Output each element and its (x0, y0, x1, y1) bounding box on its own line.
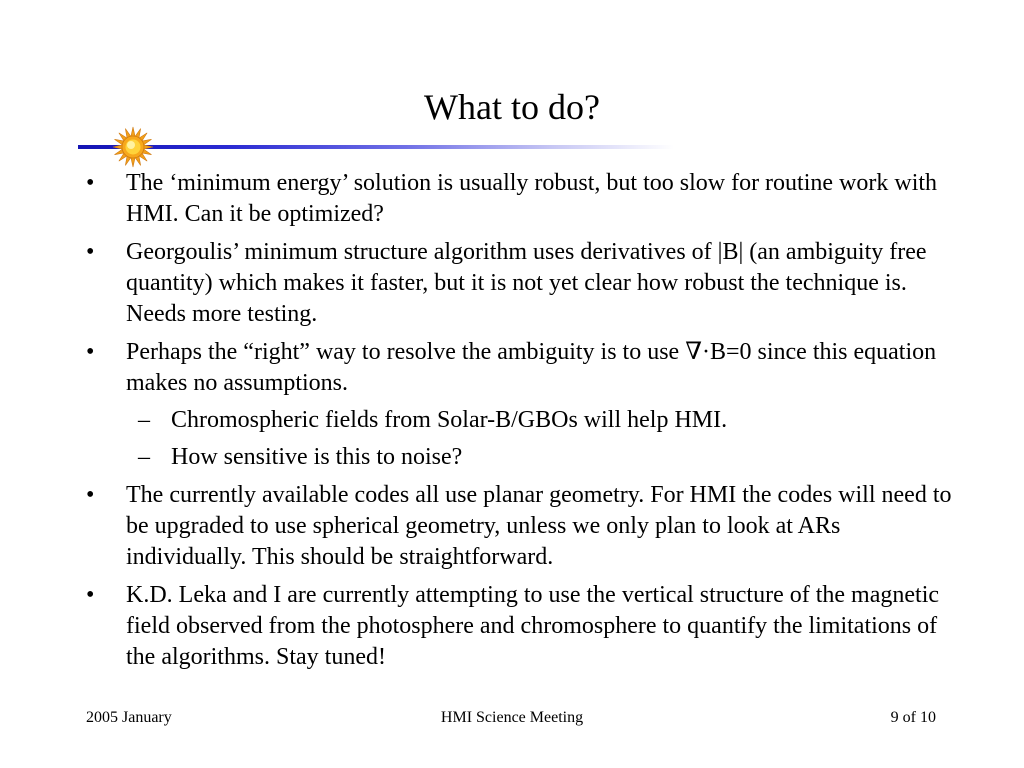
sub-bullet-marker: – (138, 407, 150, 433)
sun-icon (112, 126, 154, 168)
bullet-marker: • (86, 239, 95, 265)
slide-title: What to do? (424, 87, 600, 127)
title-underline-rule (78, 145, 674, 149)
footer-date: 2005 January (86, 709, 172, 726)
bullet-item (86, 168, 952, 230)
bullet-item (86, 337, 952, 473)
bullet-item (86, 580, 952, 673)
footer-event: HMI Science Meeting (440, 709, 584, 726)
bullet-text: Perhaps the “right” way to resolve the ambiguity is to use ∇·B=0 since this equation makes no assumptions. (126, 339, 937, 396)
bullet-text: The ‘minimum energy’ solution is usually robust, but too slow for routine work with HMI. Can it be optimized? (126, 170, 938, 227)
footer-page-number: 9 of 10 (890, 709, 936, 726)
sub-bullet-text: Chromospheric fields from Solar-B/GBOs will help HMI. (171, 407, 728, 433)
bullet-item (86, 237, 952, 330)
bullet-marker: • (86, 582, 95, 608)
sub-bullet-item (126, 405, 952, 436)
bullet-item (86, 480, 952, 573)
sub-bullet-text: How sensitive is this to noise? (171, 444, 463, 470)
bullet-text: The currently available codes all use planar geometry. For HMI the codes will need to be upgraded to use spherical geometry, unless we only plan to look at ARs individually. This should be straightforward. (126, 482, 952, 570)
bullet-marker: • (86, 339, 95, 365)
bullet-marker: • (86, 482, 95, 508)
bullet-text: Georgoulis’ minimum structure algorithm uses derivatives of |B| (an ambiguity free quantity) which makes it faster, but it is not yet clear how robust the technique is. Needs more testing. (126, 239, 927, 327)
bullet-text: K.D. Leka and I are currently attempting to use the vertical structure of the magnetic field observed from the photosphere and chromosphere to quantify the limitations of the algorithms. Stay tuned! (126, 582, 940, 670)
sub-bullet-item (126, 442, 952, 473)
bullet-marker: • (86, 170, 95, 196)
sub-bullet-list (126, 405, 952, 473)
bullet-list (86, 168, 952, 680)
sub-bullet-marker: – (138, 444, 150, 470)
